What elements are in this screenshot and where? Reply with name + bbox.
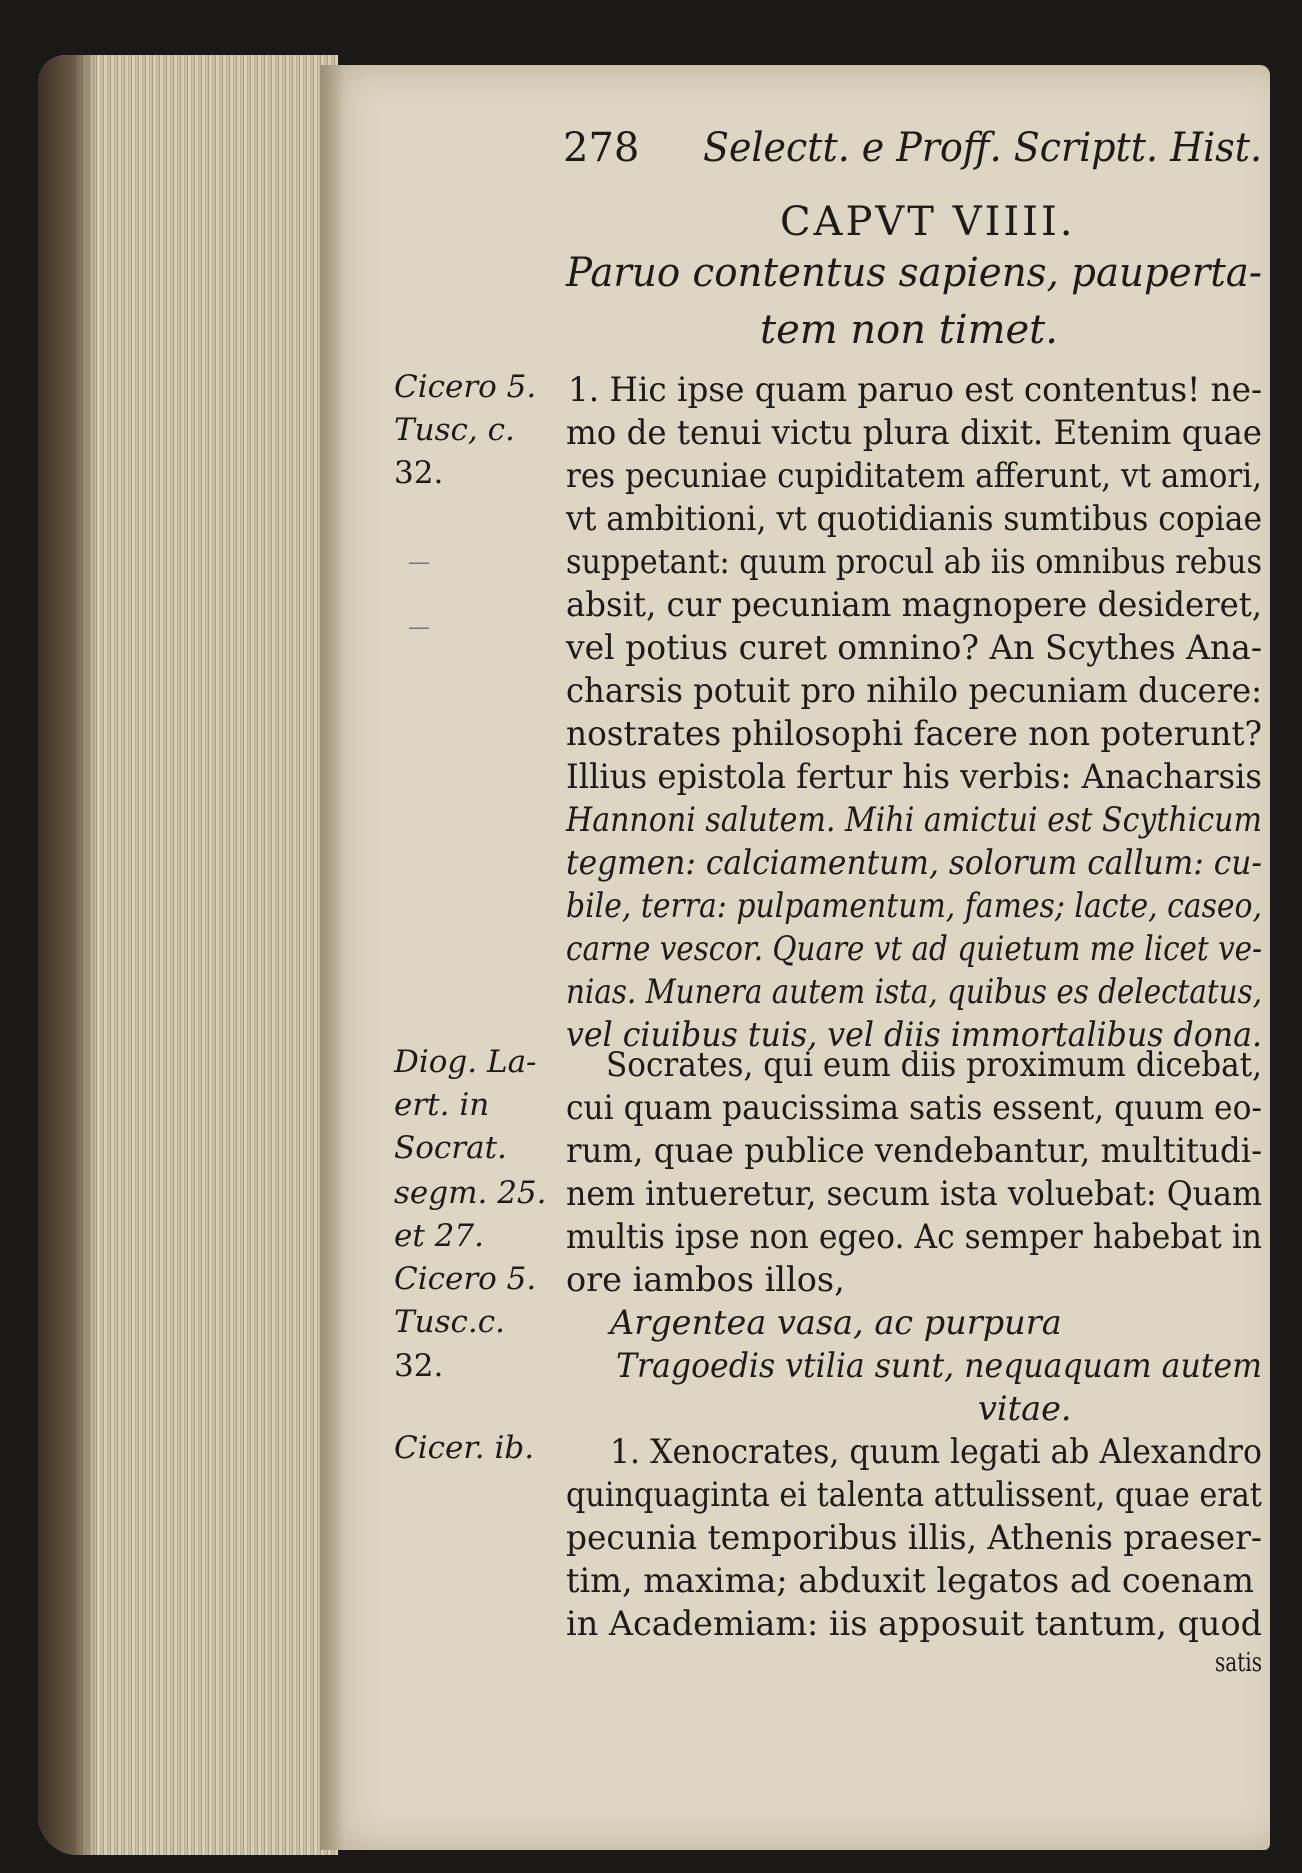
chapter-subtitle-line2: tem non timet.: [760, 307, 1058, 353]
body-line: 1. Xenocrates, quum legati ab Alexandro: [610, 1432, 1262, 1471]
body-line: quinquaginta ei talenta attulissent, quae erat: [566, 1475, 1262, 1514]
margin-note: 32.: [394, 455, 444, 491]
margin-note: Diog. La-: [394, 1044, 537, 1080]
running-title: Selectt. e Proff. Scriptt. Hist.: [703, 125, 1263, 171]
body-line: absit, cur pecuniam magnopere desideret,: [566, 585, 1263, 624]
body-line: mo de tenui victu plura dixit. Etenim quae: [566, 413, 1262, 452]
body-line: Tragoedis vtilia sunt, nequaquam autem: [616, 1346, 1263, 1385]
body-line: multis ipse non egeo. Ac semper habebat in: [566, 1217, 1263, 1256]
body-line: suppetant: quum procul ab iis omnibus rebus: [566, 542, 1263, 581]
body-line: Argentea vasa, ac purpura: [610, 1303, 1062, 1342]
binding-shadow: [38, 55, 98, 1855]
margin-mark: —: [408, 615, 430, 640]
body-line: vitae.: [978, 1389, 1072, 1428]
body-line: nostrates philosophi facere non poterunt?: [566, 714, 1263, 753]
body-line: Illius epistola fertur his verbis: Anacharsis: [566, 757, 1263, 796]
catchword: satis: [1215, 1648, 1263, 1678]
chapter-subtitle-line1: Paruo contentus sapiens, pauperta-: [566, 250, 1262, 296]
margin-mark: —: [408, 550, 430, 575]
body-line: pecunia temporibus illis, Athenis praeser-: [566, 1518, 1262, 1557]
chapter-title: CAPVT VIIII.: [780, 199, 1076, 245]
body-line: ore iambos illos,: [566, 1260, 845, 1299]
body-line: Hannoni salutem. Mihi amictui est Scythicum: [566, 800, 1263, 839]
body-line: tim, maxima; abduxit legatos ad coenam: [566, 1561, 1254, 1600]
page-gutter: [320, 65, 344, 1850]
body-line: Socrates, qui eum diis proximum dicebat,: [606, 1045, 1263, 1084]
body-line: res pecuniae cupiditatem afferunt, vt amori,: [566, 456, 1263, 495]
body-line: 1. Hic ipse quam paruo est contentus! ne-: [568, 370, 1262, 409]
body-line: nias. Munera autem ista, quibus es delectatus,: [566, 972, 1262, 1011]
margin-note: segm. 25.: [394, 1175, 547, 1211]
body-line: tegmen: calciamentum, solorum callum: cu-: [566, 843, 1263, 882]
margin-note: Tusc.c.: [394, 1304, 505, 1340]
page-number: 278: [563, 125, 640, 171]
margin-note: Socrat.: [394, 1130, 507, 1166]
body-line: nem intueretur, secum ista voluebat: Quam: [566, 1174, 1263, 1213]
body-line: rum, quae publice vendebantur, multitudi-: [566, 1131, 1263, 1170]
body-line: in Academiam: iis apposuit tantum, quod: [566, 1604, 1263, 1643]
body-line: vel potius curet omnino? An Scythes Ana-: [566, 628, 1262, 667]
margin-note: Cicero 5.: [394, 369, 537, 405]
body-line: charsis potuit pro nihilo pecuniam ducere:: [566, 671, 1262, 710]
margin-note: et 27.: [394, 1218, 484, 1254]
margin-note: Cicero 5.: [394, 1261, 537, 1297]
margin-note: ert. in: [394, 1087, 490, 1123]
body-line: cui quam paucissima satis essent, quum eo-: [566, 1088, 1262, 1127]
body-line: carne vescor. Quare vt ad quietum me licet ve-: [566, 929, 1263, 968]
margin-note: Tusc, c.: [394, 412, 515, 448]
body-line: vt ambitioni, vt quotidianis sumtibus copiae: [566, 499, 1263, 538]
body-line: bile, terra: pulpamentum, fames; lacte, caseo,: [566, 886, 1263, 925]
body-line: vel ciuibus tuis, vel diis immortalibus dona.: [566, 1015, 1263, 1054]
margin-note: Cicer. ib.: [394, 1430, 535, 1466]
margin-note: 32.: [394, 1348, 444, 1384]
